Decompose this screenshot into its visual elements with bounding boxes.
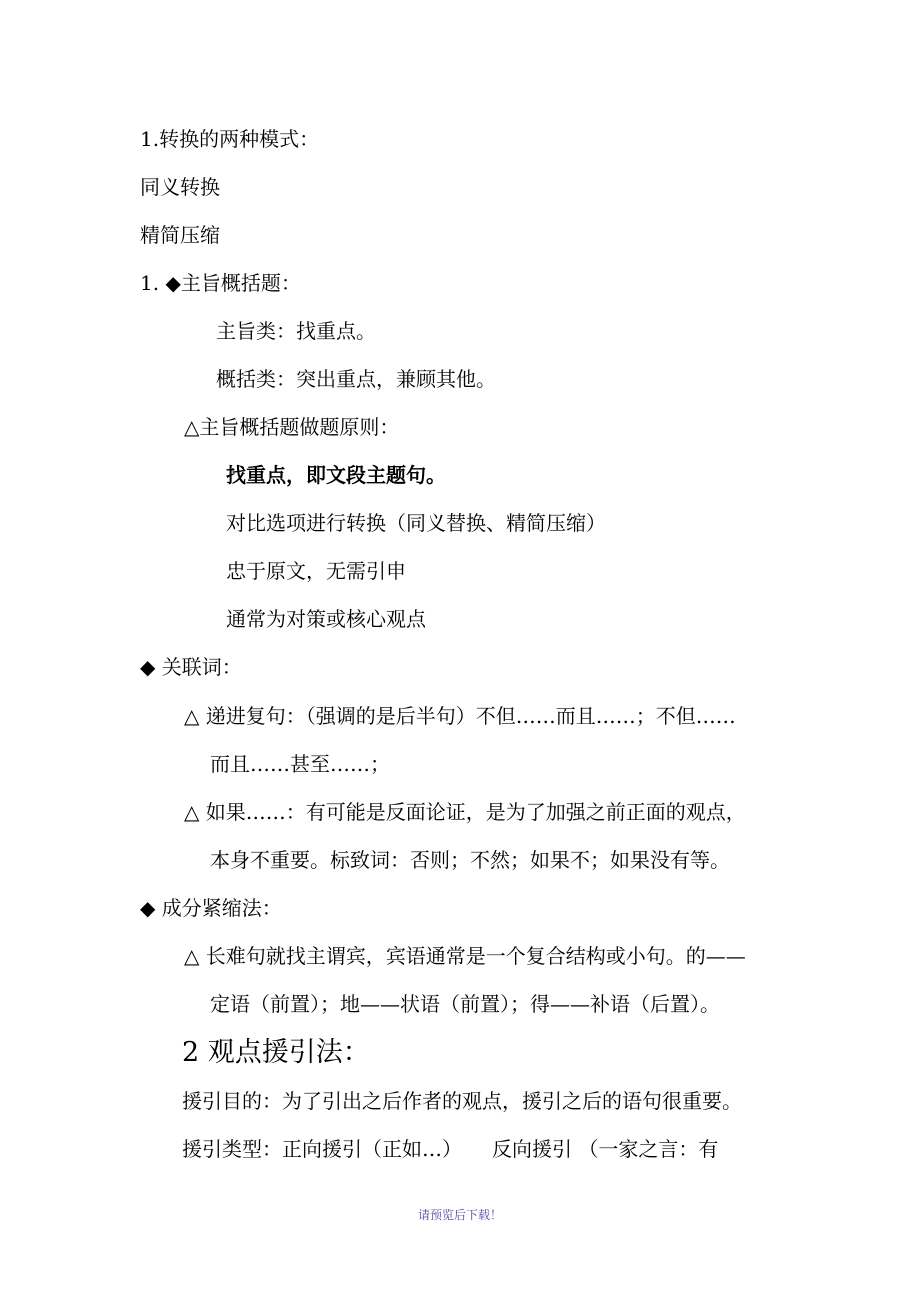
text-line: 本身不重要。标致词：否则；不然；如果不；如果没有等。	[210, 848, 730, 872]
text-line: △ 递进复句：（强调的是后半句）不但……而且……；不但……	[184, 704, 736, 728]
text-line: △ 长难句就找主谓宾，宾语通常是一个复合结构或小句。的——	[184, 944, 746, 968]
section-heading: 1. ◆主旨概括题：	[140, 271, 301, 295]
text-line: 援引类型：正向援引（正如…） 反向援引 （一家之言：有	[182, 1137, 719, 1161]
text-line: 援引目的：为了引出之后作者的观点，援引之后的语句很重要。	[182, 1089, 742, 1113]
text-line: 概括类：突出重点，兼顾其他。	[216, 367, 496, 391]
text-line: 同义转换	[140, 175, 220, 199]
section-heading: ◆ 成分紧缩法：	[140, 896, 282, 920]
text-line: 定语（前置）；地——状语（前置）；得——补语（后置）。	[210, 992, 720, 1016]
text-line: 忠于原文，无需引申	[226, 559, 406, 583]
text-line: 对比选项进行转换（同义替换、精简压缩）	[226, 511, 606, 535]
text-line: 主旨类：找重点。	[216, 319, 376, 343]
section-heading: ◆ 关联词：	[140, 655, 242, 679]
text-line: 1.转换的两种模式：	[140, 127, 320, 151]
footer-note: 请预览后下载！	[417, 1208, 502, 1222]
text-line: 通常为对策或核心观点	[226, 607, 426, 631]
section-heading-large: 2 观点援引法：	[182, 1037, 370, 1068]
text-line: 精简压缩	[140, 223, 220, 247]
text-line: △ 如果……：有可能是反面论证，是为了加强之前正面的观点，	[184, 800, 746, 824]
text-line-bold: 找重点，即文段主题句。	[226, 463, 446, 487]
sub-heading: △主旨概括题做题原则：	[184, 415, 400, 439]
text-line: 而且……甚至……；	[210, 752, 390, 776]
